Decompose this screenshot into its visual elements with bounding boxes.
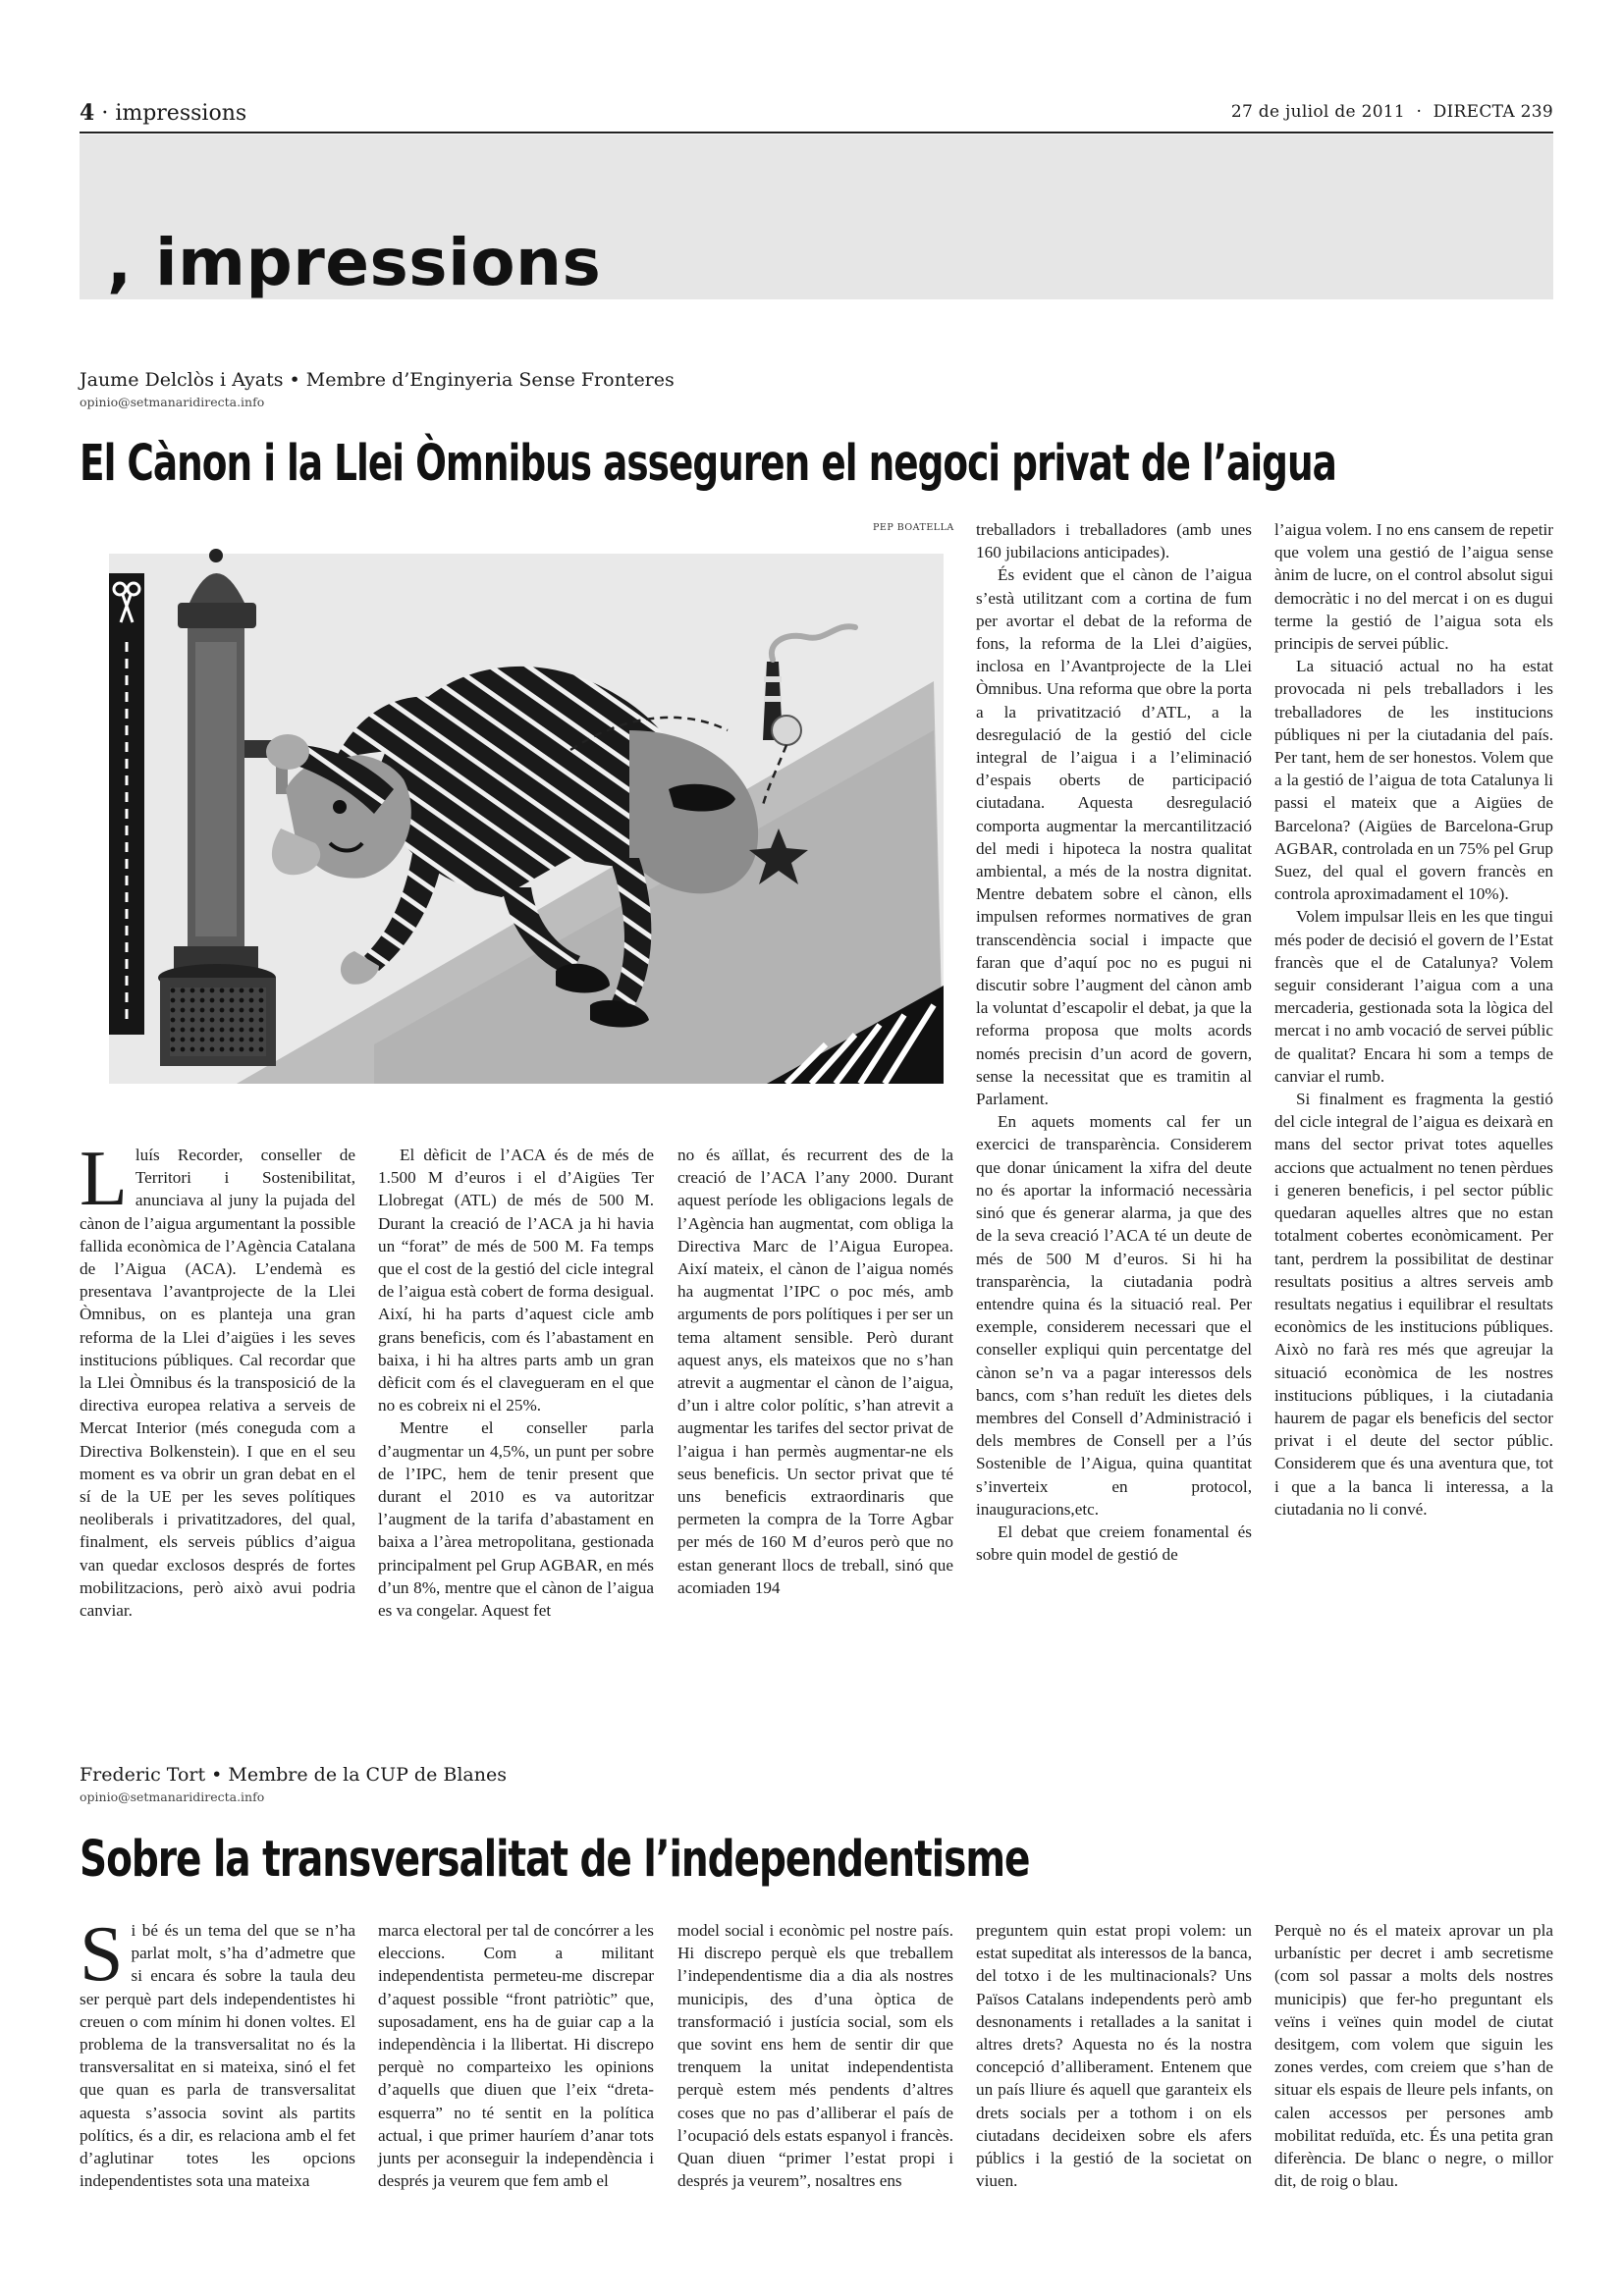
page-number: 4 (80, 100, 95, 126)
paragraph: preguntem quin estat propi volem: un estat supeditat als interessos de la banca, del totxo i de les multinacionals? Uns Països Catalans independents però amb desnonaments i retallades a la sanitat i altres drets? Aquesta no és la nostra concepció d’alliberament. Entenem que un país lliure és aquell que garanteix els drets socials per a tothom i on els ciutadans decideixen sobre els afers públics i la gestió de la societat on viuen. (976, 1921, 1252, 2191)
section-banner (80, 134, 1553, 299)
image-credit: PEP BOATELLA (873, 522, 954, 533)
article2-column-4 (976, 1919, 1252, 2192)
article1-column-5 (1274, 518, 1553, 1521)
paragraph: Perquè no és el mateix aprovar un pla urbanístic per decret i amb secretisme (com sol passar a molts dels nostres municipis) que fer-ho preguntant els veïns i veïnes quin model de ciutat desitgem, com volem que siguin les zones verdes, com creiem que s’han de situar els espais de lleure pels infants, on calen accessos per persones amb mobilitat reduïda, etc. És una petita gran diferència. De blanc o negre, o millor dit, de roig o blau. (1274, 1921, 1553, 2191)
article2-dropcap: S (80, 1911, 124, 1998)
article2-author: Frederic Tort (80, 1764, 206, 1786)
page-folio: 4 · impressions (80, 100, 247, 126)
issue-date: 27 de juliol de 2011 (1230, 102, 1406, 122)
paragraph: És evident que el cànon de l’aigua s’està utilitzant com a cortina de fum per avortar el debat de la reforma de fons, la reforma de la Llei d’aigües, inclosa en l’Avantprojecte de la Llei Òmnibus. Una reforma que obre la porta a la privatització d’ATL, a la desregulació de la gestió del cicle integral de l’aigua i a l’eliminació d’espais oberts de participació ciutadana. Aquesta desregulació comporta augmentar la mercantilització del medi i hipoteca la nostra qualitat ambiental, a més de la nostra dignitat. Mentre debatem sobre el cànon, ells impulsen reformes normatives de gran transcendència social i impacte que faran que d’aquí poc no es pugui ni discutir sobre l’augment del cànon amb la voluntat d’escapolir el debat, ja que la reforma proposa que molts acords només precisin d’un acord de govern, sense la necessitat que es tramitin al Parlament. (976, 565, 1252, 1109)
paragraph: i bé és un tema del que se n’ha parlat molt, s’ha d’admetre que si encara és sobre la taula deu ser perquè part dels independentistes hi creuen o com mínim hi donen voltes. El problema de la transversalitat no és la transversalitat en si mateixa, sinó el fet que quan es parla de transversalitat aquesta s’associa sovint als partits polítics, és a dir, es relaciona amb el fet d’aglutinar totes les opcions independentistes sota una mateixa (80, 1921, 355, 2191)
article1-headline: El Cànon i la Llei Òmnibus asseguren el negoci privat de l’aigua (80, 435, 1336, 493)
article-illustration (80, 534, 948, 1108)
article2-author-role: Membre de la CUP de Blanes (228, 1764, 507, 1786)
article1-column-3 (677, 1144, 953, 1599)
paragraph: no és aïllat, és recurrent des de la creació de l’ACA l’any 2000. Durant aquest període les obligacions legals de l’Agència han augmentat, com obliga la Directiva Marc de l’Aigua Europea. Així mateix, el cànon de l’aigua només ha augmentat l’IPC o poc més, amb arguments de pors polítiques i per ser un tema altament sensible. Però durant aquest anys, els mateixos que no s’han atrevit a augmentar el cànon de l’aigua, d’un i altre color polític, s’han atrevit a augmentar les tarifes del sector privat de l’aigua i han permès augmentar-ne els seus beneficis. Un sector privat que té uns beneficis extraordinaris que permeten la compra de la Torre Agbar per més de 160 M d’euros però que no estan generant llocs de treball, sinó que acomiaden 194 (677, 1146, 953, 1597)
paragraph: Mentre el conseller parla d’augmentar un 4,5%, un punt per sobre de l’IPC, hem de tenir present que durant el 2010 es va autoritzar l’augment de la tarifa d’abastament en baixa a l’àrea metropolitana, gestionada principalment pel Grup AGBAR, en més d’un 8%, mentre que el cànon de l’aigua es va congelar. Aquest fet (378, 1418, 654, 1621)
paragraph: l’aigua volem. I no ens cansem de repetir que volem una gestió de l’aigua sense ànim de lucre, on el control absolut sigui democràtic i no del mercat i on es dugui terme la gestió de l’aigua sota els principis de servei públic. (1274, 520, 1553, 654)
publication-name: DIRECTA 239 (1433, 102, 1553, 122)
article1-email: opinio@setmanaridirecta.info (80, 395, 265, 409)
paragraph: model social i econòmic pel nostre país. Hi discrepo perquè els que treballem l’independentisme dia a dia als nostres municipis, des d’una òptica de transformació i justícia social, som els que sovint ens hem de sentir dir que trenquem la unitat independentista perquè estem més pendents d’altres coses que no pas d’alliberar el país de l’ocupació dels estats espanyol i francès. Quan diuen “primer l’estat propi i després ja veurem”, nosaltres ens (677, 1921, 953, 2191)
paragraph: treballadors i treballadores (amb unes 160 jubilacions anticipades). (976, 520, 1252, 562)
article2-headline: Sobre la transversalitat de l’independentisme (80, 1831, 1030, 1889)
article2-column-3 (677, 1919, 953, 2192)
section-title: , impressions (107, 225, 602, 300)
paragraph: En aquets moments cal fer un exercici de transparència. Considerem que donar únicament la xifra del deute no és aportar la informació necessària sinó que és generar alarma, ja que des de la seva creació l’ACA té un deute de més de 500 M d’euros. Si hi ha transparència, la ciutadania podrà entendre quina és la situació real. Per exemple, considerem necessari que el conseller expliqui quin percentatge del cànon se’n va a pagar interessos dels bancs, com s’han reduït les dietes dels membres del Consell d’Administració i dels membres de Consell per a l’ús Sostenible de l’Aigua, quina quantitat s’inverteix en protocol, inauguracions,etc. (976, 1112, 1252, 1519)
paragraph: luís Recorder, conseller de Territori i Sostenibilitat, anunciava al juny la pujada del cànon de l’aigua argumentant la possible fallida econòmica de l’Agència Catalana de l’Aigua (ACA). L’endemà es presentava l’avantprojecte de la Llei Òmnibus, on es planteja una gran reforma de la Llei d’aigües i les seves institucions públiques. Cal recordar que la Llei Òmnibus és la transposició de la directiva europea relativa a serveis de Mercat Interior (més coneguda com a Directiva Bolkenstein). I que en el seu moment es va obrir un gran debat en el sí de la UE per les seves polítiques neoliberals i privatitzadores, del qual, finalment, els serveis públics d’aigua van quedar exclosos després de fortes mobilitzacions, però això avui podria canviar. (80, 1146, 355, 1621)
article1-author-role: Membre d’Enginyeria Sense Fronteres (305, 369, 675, 391)
article2-column-5 (1274, 1919, 1553, 2192)
running-header (80, 96, 1553, 133)
article1-dropcap: L (80, 1136, 128, 1222)
article2-column-2 (378, 1919, 654, 2192)
article1-author: Jaume Delclòs i Ayats (80, 369, 284, 391)
article1-column-2 (378, 1144, 654, 1622)
article1-column-4 (976, 518, 1252, 1566)
paragraph: La situació actual no ha estat provocada ni pels treballadors i les treballadores de les institucions públiques ni per la ciutadania del país. Per tant, hem de ser honestos. Volem que a la gestió de l’aigua de tota Catalunya li passi el mateix que a Aigües de Barcelona? (Aigües de Barcelona-Grup AGBAR, controlada en un 75% pel Grup Suez, del qual el govern francès en controla aproximadament el 10%). (1274, 657, 1554, 904)
section-name: impressions (115, 101, 247, 126)
paragraph: marca electoral per tal de concórrer a les eleccions. Com a militant independentista permeteu-me discrepar d’aquest possible “front patriòtic” que, suposadament, ens ha de guiar cap a la independència i la llibertat. Hi discrepo perquè no comparteixo les opinions d’aquells que diuen que l’eix “dreta-esquerra” no té sentit en la política actual, i que primer hauríem d’anar tots junts per aconseguir la independència i després ja veurem que fem amb el (378, 1921, 654, 2191)
issue-info: 27 de juliol de 2011 · DIRECTA 239 (1230, 102, 1553, 122)
article1-byline: Jaume Delclòs i Ayats • Membre d’Enginyeria Sense Fronteres (80, 369, 675, 391)
article1-column-1 (80, 1136, 355, 1622)
paragraph: El dèficit de l’ACA és de més de 1.500 M d’euros i el d’Aigües Ter Llobregat (ATL) de més de 500 M. Durant la creació de l’ACA ja hi havia un “forat” de més de 500 M. Fa temps que el cost de la gestió del cicle integral de l’aigua està cobert de forma desigual. Així, hi ha parts d’aquest cicle amb grans beneficis, com és l’abastament en baixa, i hi ha altres parts amb un gran dèficit com és el clavegueram en el que no es cobreix ni el 25%. (378, 1146, 654, 1415)
article2-byline: Frederic Tort • Membre de la CUP de Blanes (80, 1764, 507, 1786)
article2-column-1 (80, 1911, 355, 2192)
paragraph: Volem impulsar lleis en les que tingui més poder de decisió el govern de l’Estat francès que el de Catalunya? Volem seguir considerant l’aigua com a una mercaderia, gestionada sota la lògica del mercat i no amb vocació de servei públic de qualitat? Encara hi som a temps de canviar el rumb. (1274, 907, 1553, 1086)
coin-icon (772, 716, 801, 745)
paragraph: El debat que creiem fonamental és sobre quin model de gestió de (976, 1522, 1252, 1565)
article2-email: opinio@setmanaridirecta.info (80, 1789, 265, 1804)
paragraph: Si finalment es fragmenta la gestió del cicle integral de l’aigua es deixarà en mans del sector privat totes aquelles accions que actualment no tenen pèrdues i generen beneficis, i pel sector públic quedaran aquelles altres que no estan totalment cobertes econòmicament. Per tant, perdrem la possibilitat de destinar resultats positius a altres serveis amb resultats negatius i equilibrar el resultats econòmics de les institucions públiques. Això no farà res més que agreujar la situació econòmica de les nostres institucions públiques, i la ciutadania haurem de pagar els beneficis del sector privat i el deute del sector públic. Considerem que és una aventura que, tot i que a la banca li interessa, a la ciutadania no li convé. (1274, 1090, 1553, 1519)
